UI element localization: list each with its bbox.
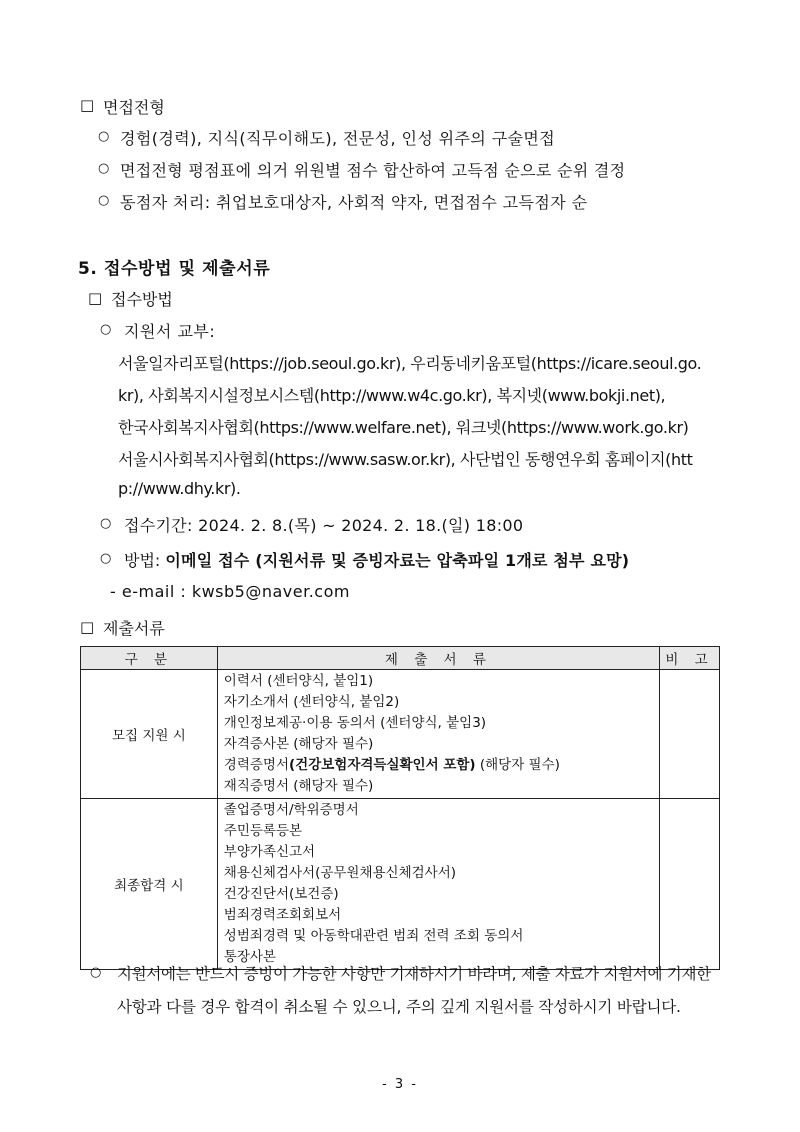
circle-bullet-icon: ○ [100, 551, 112, 566]
item-text: 경력증명서 [223, 757, 289, 773]
list-item: 부양가족신고서 [223, 844, 316, 860]
submit-label: 지원서 교부: [124, 322, 216, 341]
interview-bullet: 면접전형 평점표에 의거 위원별 점수 합산하여 고득점 순으로 순위 결정 [120, 161, 626, 180]
method-line [124, 548, 629, 571]
interview-heading: 면접전형 [103, 98, 165, 117]
header-remarks: 비 고 [660, 647, 720, 670]
row-items [217, 799, 659, 970]
submit-line: 서울시사회복지사협회(https://www.sasw.or.kr), 사단법인 동행연우회 홈페이지(htt [118, 450, 693, 469]
list-item: 졸업증명서/학위증명서 [223, 802, 359, 818]
list-item: 주민등록등본 [223, 823, 303, 839]
interview-bullet: 동점자 처리: 취업보호대상자, 사회적 약자, 면접점수 고득점자 순 [120, 193, 588, 212]
row-remarks [660, 799, 720, 970]
documents-table [80, 646, 720, 970]
circle-bullet-icon: ○ [98, 193, 110, 208]
documents-heading: 제출서류 [103, 619, 165, 638]
table-header-row [81, 647, 720, 670]
square-bullet-icon: □ [80, 96, 95, 114]
list-item: 자격증사본 (해당자 필수) [223, 736, 374, 752]
circle-bullet-icon: ○ [100, 516, 112, 531]
list-item [224, 755, 659, 776]
table-row [81, 670, 720, 799]
method-prefix: 방법: [124, 551, 166, 570]
row-items [217, 670, 659, 799]
list-item: 자기소개서 (센터양식, 붙임2) [223, 694, 400, 710]
list-item: 개인정보제공·이용 동의서 (센터양식, 붙임3) [223, 715, 487, 731]
email-address[interactable]: - e-mail : kwsb5@naver.com [110, 582, 350, 601]
circle-bullet-icon: ○ [90, 965, 102, 980]
header-documents: 제 출 서 류 [217, 647, 659, 670]
application-period: 접수기간: 2024. 2. 8.(목) ~ 2024. 2. 18.(일) 18:00 [124, 516, 524, 535]
notice-line: 사항과 다를 경우 합격이 취소될 수 있으니, 주의 깊게 지원서를 작성하시기 바랍니다. [117, 998, 681, 1016]
interview-bullet: 경험(경력), 지식(직무이해도), 전문성, 인성 위주의 구술면접 [120, 129, 556, 148]
list-item: 범죄경력조회회보서 [223, 907, 342, 923]
circle-bullet-icon: ○ [98, 161, 110, 176]
circle-bullet-icon: ○ [98, 129, 110, 144]
square-bullet-icon: □ [80, 618, 95, 636]
row-remarks [660, 670, 720, 799]
row-category: 모집 지원 시 [81, 670, 218, 799]
submit-line: 서울일자리포털(https://job.seoul.go.kr), 우리동네키움포털(https://icare.seoul.go. [118, 354, 702, 373]
list-item: 이력서 (센터양식, 붙임1) [223, 673, 374, 689]
submit-line: p://www.dhy.kr). [118, 479, 241, 498]
table-row [81, 799, 720, 970]
list-item: 채용신체검사서(공무원채용신체검사서) [223, 865, 457, 881]
item-bold: (건강보험자격득실확인서 포함) [289, 757, 476, 773]
list-item: 성범죄경력 및 아동학대관련 범죄 전력 조회 동의서 [223, 928, 524, 944]
list-item: 건강진단서(보건증) [223, 886, 339, 902]
method-heading: 접수방법 [111, 290, 173, 309]
circle-bullet-icon: ○ [100, 322, 112, 337]
submit-line: kr), 사회복지시설정보시스템(http://www.w4c.go.kr), 복지넷(www.bokji.net), [118, 386, 666, 405]
square-bullet-icon: □ [88, 289, 103, 307]
header-category: 구 분 [81, 647, 218, 670]
submit-line: 한국사회복지사협회(https://www.welfare.net), 워크넷(https://www.work.go.kr) [118, 418, 689, 437]
list-item: 통장사본 [223, 949, 276, 965]
item-tail: (해당자 필수) [475, 757, 560, 773]
method-detail: 이메일 접수 (지원서류 및 증빙자료는 압축파일 1개로 첨부 요망) [165, 551, 630, 570]
section-heading: 5. 접수방법 및 제출서류 [78, 259, 271, 279]
row-category: 최종합격 시 [81, 799, 218, 970]
page-number: - 3 - [382, 1077, 418, 1092]
notice-line: 지원서에는 반드시 증빙이 가능한 사항만 기재하시기 바라며, 제출 자료가 지원서에 기재한 [117, 965, 711, 983]
list-item: 재직증명서 (해당자 필수) [223, 778, 374, 794]
